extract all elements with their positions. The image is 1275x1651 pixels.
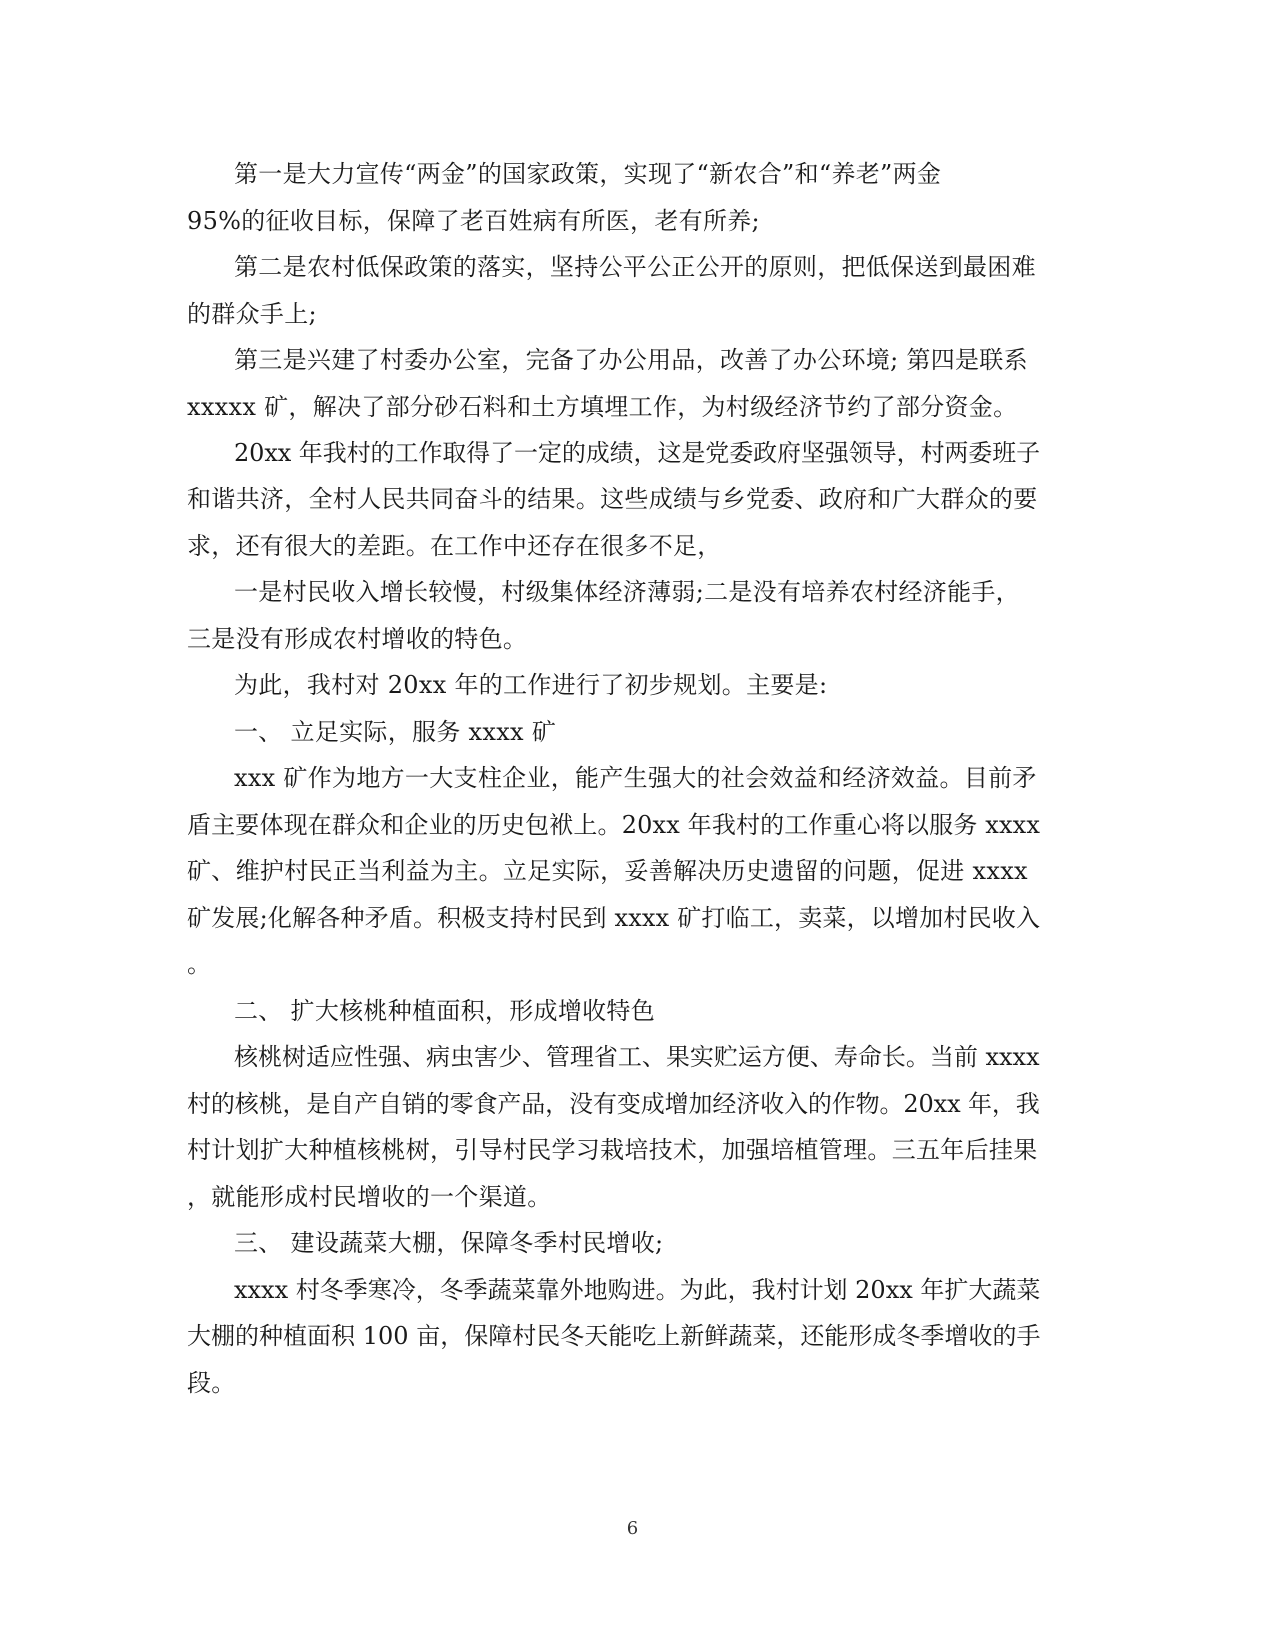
- text-line: 20xx 年我村的工作取得了一定的成绩，这是党委政府坚强领导，村两委班子: [234, 439, 1041, 467]
- section-heading: 二、 扩大核桃种植面积，形成增收特色: [234, 997, 656, 1025]
- text-line: 盾主要体现在群众和企业的历史包袱上。20xx 年我村的工作重心将以服务 xxxx: [187, 811, 1041, 839]
- text-line: 第一是大力宣传“两金”的国家政策，实现了“新农合”和“养老”两金: [234, 160, 942, 188]
- text-line: xxxx 村冬季寒冷，冬季蔬菜靠外地购进。为此，我村计划 20xx 年扩大蔬菜: [234, 1276, 1041, 1304]
- text-line: 村的核桃，是自产自销的零食产品，没有变成增加经济收入的作物。20xx 年，我: [187, 1090, 1040, 1118]
- text-line: 第二是农村低保政策的落实，坚持公平公正公开的原则，把低保送到最困难: [234, 253, 1036, 281]
- text-line: 大棚的种植面积 100 亩，保障村民冬天能吃上新鲜蔬菜，还能形成冬季增收的手: [187, 1322, 1041, 1350]
- text-line: 求，还有很大的差距。在工作中还存在很多不足，: [187, 532, 722, 560]
- text-line: 第三是兴建了村委办公室，完备了办公用品，改善了办公环境; 第四是联系: [234, 346, 1028, 374]
- section-heading: 三、 建设蔬菜大棚，保障冬季村民增收;: [234, 1229, 664, 1257]
- text-line: 95%的征收目标，保障了老百姓病有所医，老有所养;: [187, 207, 760, 235]
- text-line: 一是村民收入增长较慢，村级集体经济薄弱;二是没有培养农村经济能手，: [234, 578, 1020, 606]
- section-heading: 一、 立足实际，服务 xxxx 矿: [234, 718, 557, 746]
- text-line: 。: [187, 950, 212, 978]
- page-number: 6: [626, 1518, 639, 1539]
- text-line: 和谐共济，全村人民共同奋斗的结果。这些成绩与乡党委、政府和广大群众的要: [187, 485, 1038, 513]
- text-line: 为此，我村对 20xx 年的工作进行了初步规划。主要是:: [234, 671, 828, 699]
- text-line: xxx 矿作为地方一大支柱企业，能产生强大的社会效益和经济效益。目前矛: [234, 764, 1037, 792]
- text-line: 的群众手上;: [187, 300, 317, 328]
- text-line: 核桃树适应性强、病虫害少、管理省工、果实贮运方便、寿命长。当前 xxxx: [234, 1043, 1040, 1071]
- text-line: xxxxx 矿，解决了部分砂石料和土方填埋工作，为村级经济节约了部分资金。: [187, 393, 1018, 421]
- text-line: 三是没有形成农村增收的特色。: [187, 625, 528, 653]
- text-line: 村计划扩大种植核桃树，引导村民学习栽培技术，加强培植管理。三五年后挂果: [187, 1136, 1038, 1164]
- text-line: 矿、维护村民正当利益为主。立足实际，妥善解决历史遗留的问题，促进 xxxx: [187, 857, 1028, 885]
- text-line: ，就能形成村民增收的一个渠道。: [187, 1183, 552, 1211]
- text-line: 矿发展;化解各种矛盾。积极支持村民到 xxxx 矿打临工，卖菜，以增加村民收入: [187, 904, 1041, 932]
- text-line: 段。: [187, 1369, 236, 1397]
